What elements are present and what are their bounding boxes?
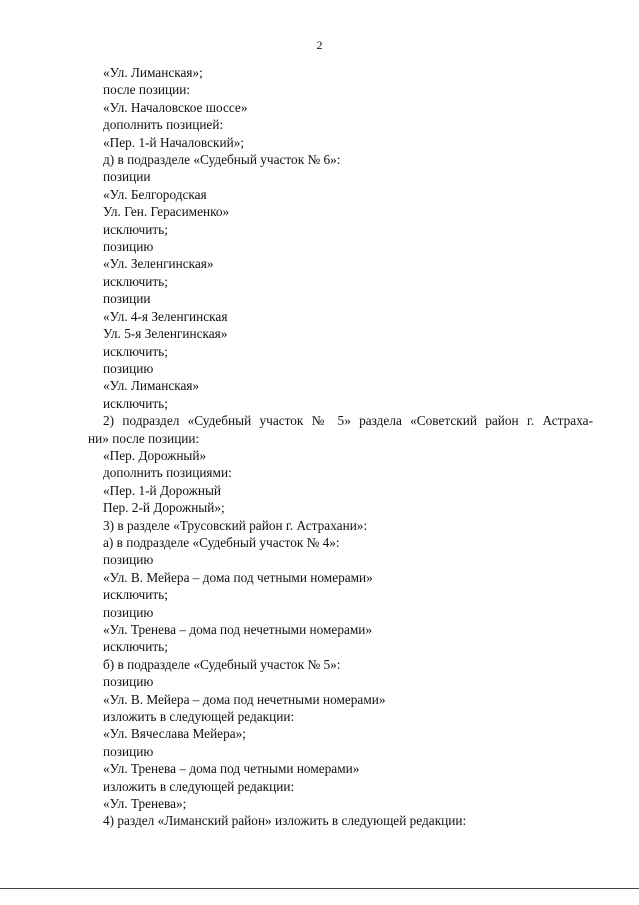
- text-line: «Ул. Лиманская»: [103, 378, 200, 394]
- text-line: «Ул. Тренева»;: [103, 796, 187, 812]
- text-line: 3) в разделе «Трусовский район г. Астрахани»:: [103, 517, 368, 533]
- page-number: 2: [316, 38, 323, 52]
- text-line: позицию: [103, 239, 154, 255]
- text-line: изложить в следующей редакции:: [103, 778, 295, 794]
- text-line: исключить;: [103, 587, 168, 603]
- text-line: исключить;: [103, 395, 168, 411]
- text-line: б) в подразделе «Судебный участок № 5»:: [103, 656, 341, 672]
- text-line: позицию: [103, 674, 154, 690]
- text-line: «Ул. В. Мейера – дома под четными номерами»: [103, 569, 373, 585]
- text-line: «Пер. 1-й Дорожный: [103, 482, 222, 498]
- text-line: исключить;: [103, 221, 168, 237]
- text-line: после позиции:: [103, 82, 191, 98]
- text-line: изложить в следующей редакции:: [103, 709, 295, 725]
- text-line: «Ул. Зеленгинская»: [103, 256, 214, 272]
- text-line: Пер. 2-й Дорожный»;: [103, 500, 225, 516]
- text-line: «Ул. Белгородская: [103, 186, 207, 202]
- text-line: Ул. Ген. Герасименко»: [103, 204, 230, 220]
- text-line: 4) раздел «Лиманский район» изложить в следующей редакции:: [103, 813, 467, 829]
- scan-edge-line: [0, 888, 639, 889]
- text-line: Ул. 5-я Зеленгинская»: [103, 326, 228, 342]
- text-line: позицию: [103, 552, 154, 568]
- text-line: исключить;: [103, 273, 168, 289]
- document-body: [88, 64, 593, 830]
- text-line: позиции: [103, 169, 151, 185]
- text-line: «Ул. Тренева – дома под нечетными номерами»: [103, 622, 373, 637]
- text-line: д) в подразделе «Судебный участок № 6»:: [103, 152, 341, 168]
- text-line: исключить;: [103, 639, 168, 655]
- text-line: 2) подраздел «Судебный участок № 5» раздела «Советский район г. Астраха-: [103, 413, 593, 429]
- text-line: «Ул. Тренева – дома под четными номерами»: [103, 761, 360, 777]
- text-line: позицию: [103, 360, 154, 376]
- text-line: «Ул. 4-я Зеленгинская: [103, 308, 228, 324]
- text-line: «Ул. Вячеслава Мейера»;: [103, 726, 246, 742]
- text-line: позицию: [103, 743, 154, 759]
- text-line: «Пер. 1-й Началовский»;: [103, 134, 245, 150]
- text-line: позиции: [103, 291, 151, 307]
- text-line: дополнить позицией:: [103, 117, 224, 133]
- text-line: а) в подразделе «Судебный участок № 4»:: [103, 534, 340, 550]
- text-line: «Ул. Началовское шоссе»: [103, 99, 248, 115]
- text-line: исключить;: [103, 343, 168, 359]
- text-line: «Ул. В. Мейера – дома под нечетными номерами»: [103, 691, 386, 707]
- text-line: «Ул. Лиманская»;: [103, 65, 203, 80]
- text-line: ни» после позиции:: [88, 430, 200, 446]
- text-line: позицию: [103, 604, 154, 620]
- text-line: дополнить позициями:: [103, 465, 232, 481]
- text-line: «Пер. Дорожный»: [103, 447, 207, 463]
